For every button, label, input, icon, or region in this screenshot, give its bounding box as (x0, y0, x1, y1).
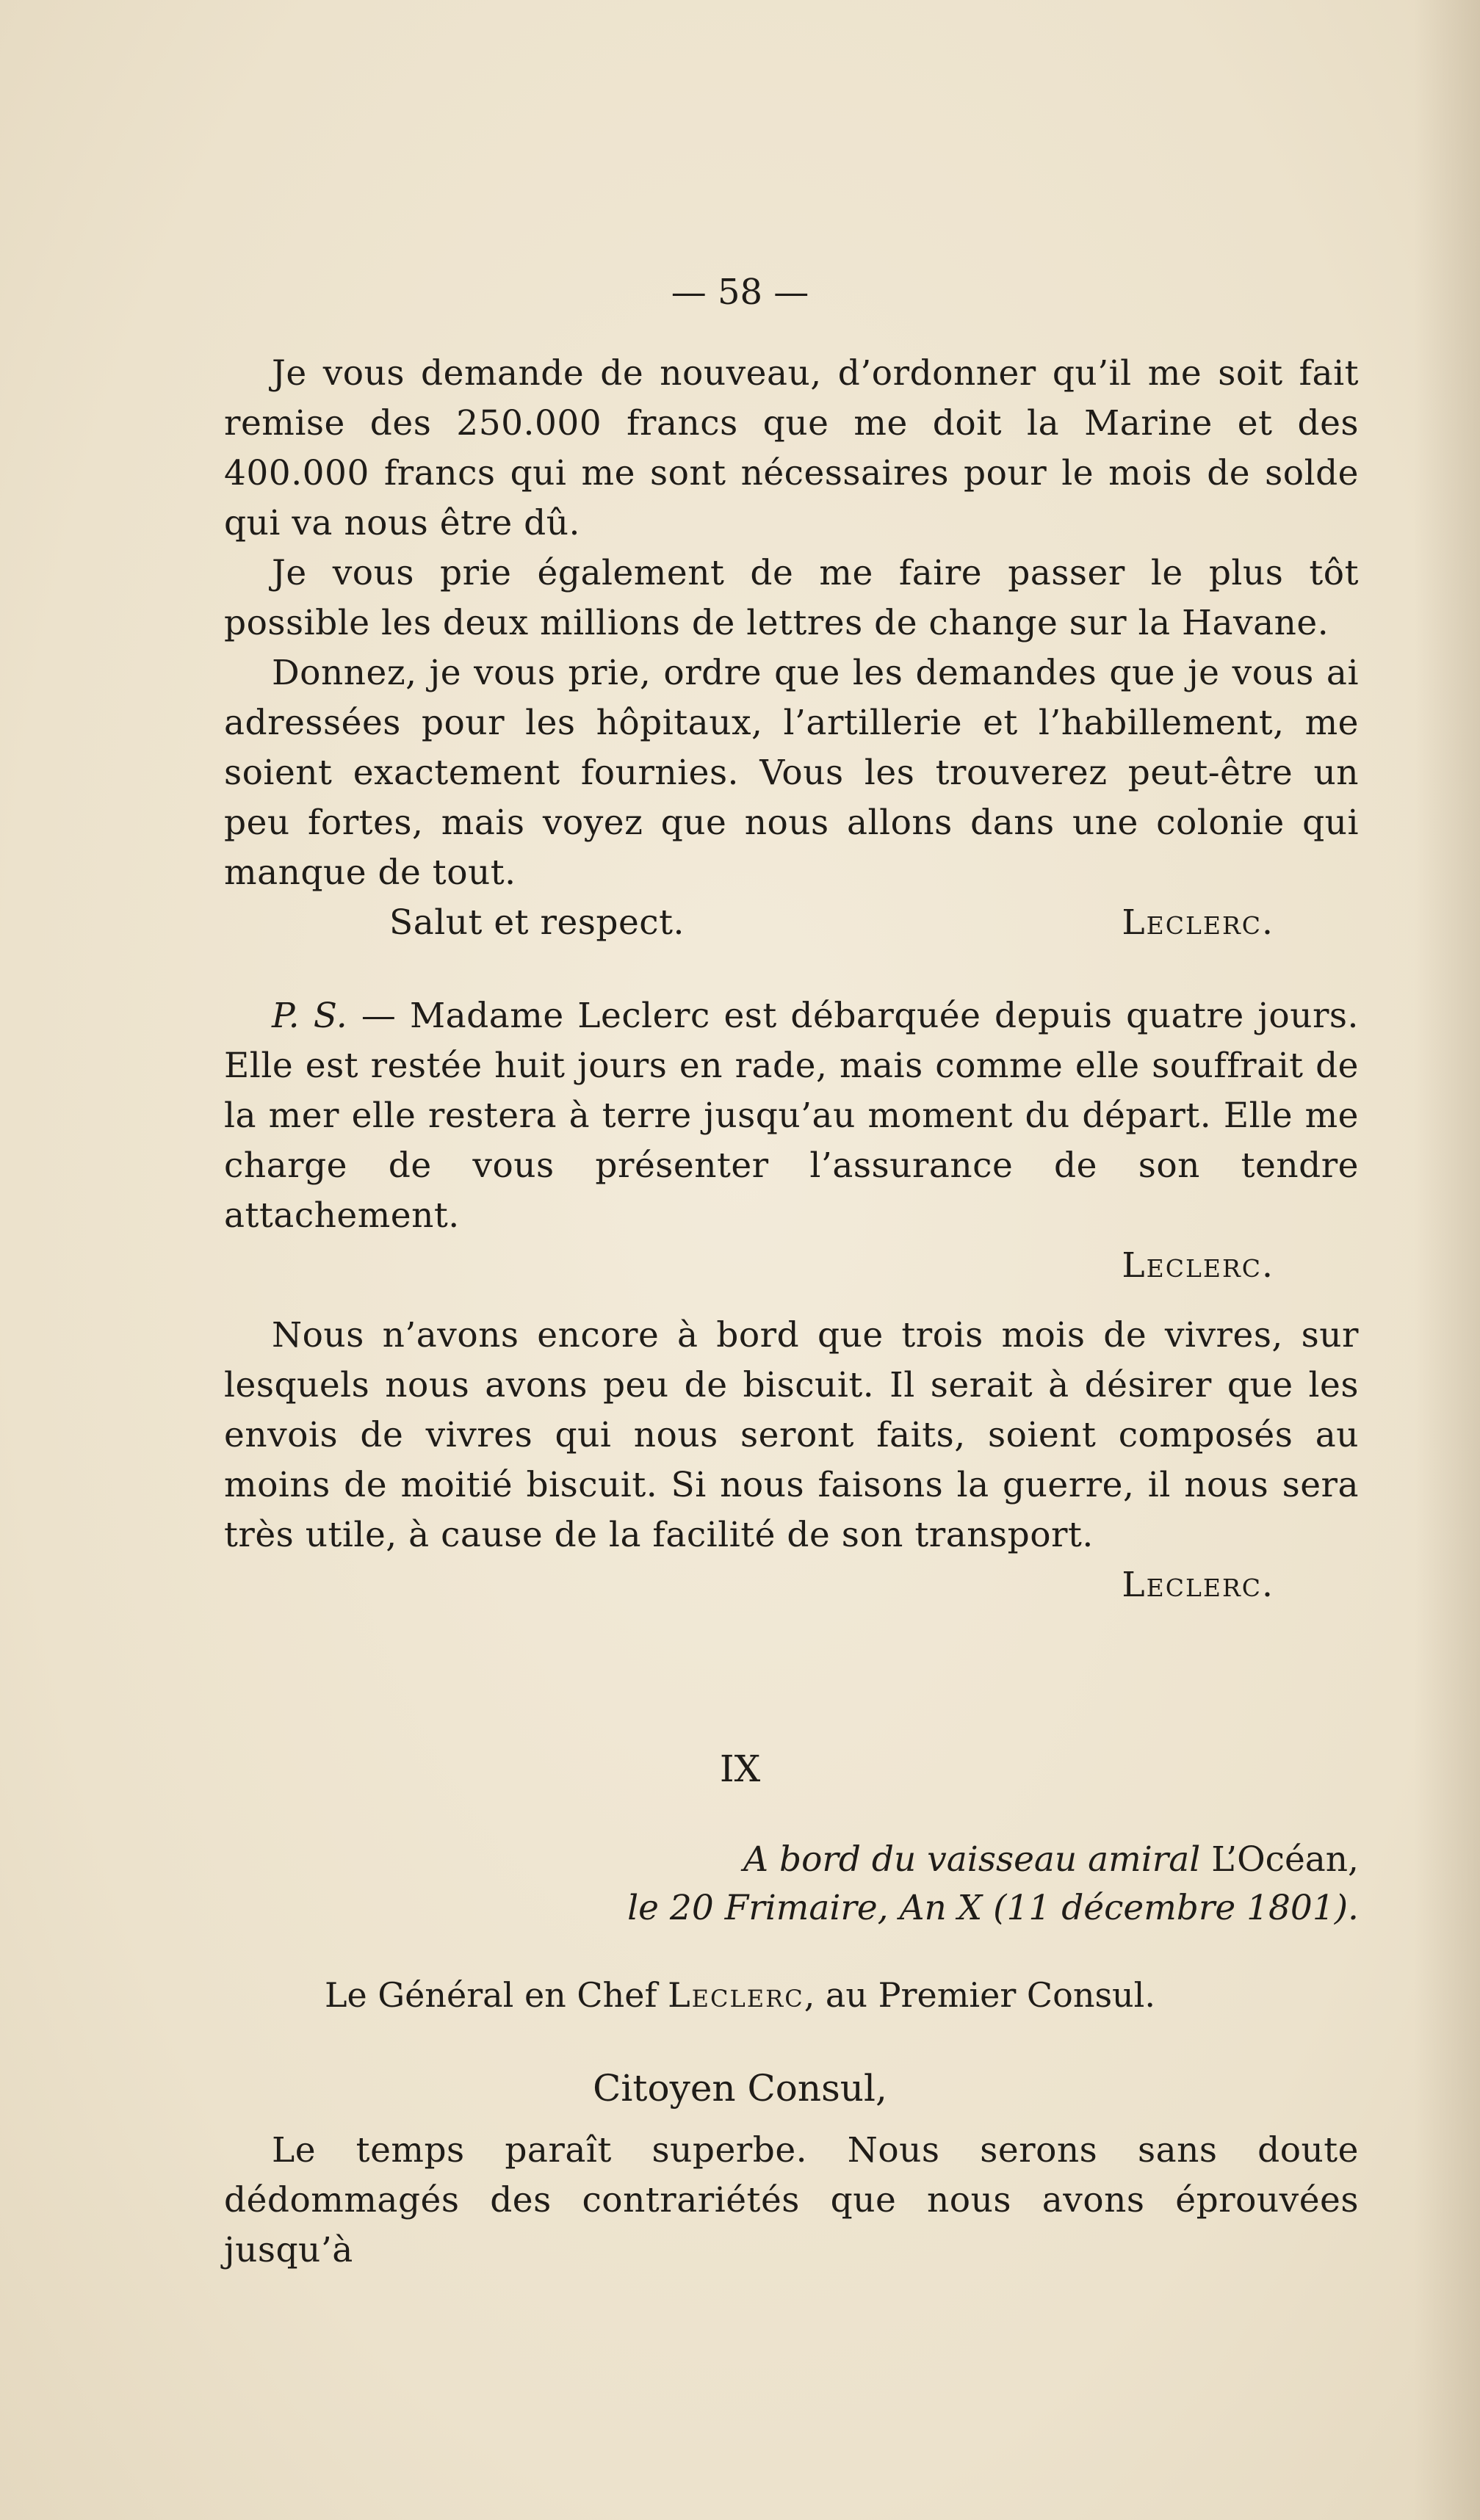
dateline-date: le 20 Frimaire, An X (11 décembre 1801). (627, 1888, 1359, 1928)
place: A bord du vaisseau amiral (743, 1839, 1212, 1880)
letter-number: IX (719, 1748, 761, 1790)
dateline-place (224, 1836, 1359, 1884)
page-number: — 58 — (671, 272, 809, 313)
page-edge-shadow (1414, 0, 1480, 2520)
postscript-label: P. S. (272, 996, 348, 1036)
signature: Leclerc. (1122, 902, 1274, 943)
signature-line (224, 1560, 1359, 1610)
postscript-text (224, 991, 1359, 1241)
salutation: Citoyen Consul, (593, 2067, 887, 2110)
paragraph: Donnez, je vous prie, ordre que les demandes que je vous ai adressées pour les hôpitaux, l’artillerie et l’habillement, me soient exactement fournies. Vous les trouverez peut-être un peu fortes, mais voyez que nous allons dans une colonie qui manque de tout. (224, 653, 1359, 893)
from-suffix: , au Premier Consul. (804, 1975, 1156, 2015)
letter-heading (0, 1975, 1480, 2015)
closing: Salut et respect. (389, 902, 685, 943)
signature-line (224, 1241, 1359, 1291)
note-text: Nous n’avons encore à bord que trois mois de vivres, sur lesquels nous avons peu de biscuit. Il serait à désirer que les envois de vivres qui nous seront faits, soient composés au moins de moitié biscuit. Si nous faisons la guerre, il nous sera très utile, à cause de la facilité de son transport. (224, 1315, 1359, 1555)
letter-body (224, 2126, 1359, 2275)
signature: Leclerc. (1122, 1565, 1274, 1605)
paragraph: Le temps paraît superbe. Nous serons sans doute dédommagés des contrariétés que nous avons éprouvées jusqu’à (224, 2130, 1359, 2270)
from-name: Leclerc (668, 1975, 804, 2015)
closing-line (224, 898, 1359, 948)
ship-name: L’Océan, (1211, 1839, 1359, 1880)
signature: Leclerc. (1122, 1245, 1274, 1286)
note (224, 1311, 1359, 1610)
letter-body (224, 349, 1359, 948)
from-prefix: Le Général en Chef (324, 1975, 668, 2015)
postscript-body: — Madame Leclerc est débarquée depuis quatre jours. Elle est restée huit jours en rade, mais comme elle souffrait de la mer elle restera à terre jusqu’au moment du départ. Elle me charge de vous présenter l’assurance de son tendre attachement. (224, 996, 1359, 1236)
paragraph: Je vous prie également de me faire passer le plus tôt possible les deux millions de lettres de change sur la Havane. (224, 553, 1359, 643)
paragraph: Je vous demande de nouveau, d’ordonner qu’il me soit fait remise des 250.000 francs que me doit la Marine et des 400.000 francs qui me sont nécessaires pour le mois de solde qui va nous être dû. (224, 353, 1359, 543)
postscript (224, 991, 1359, 1291)
